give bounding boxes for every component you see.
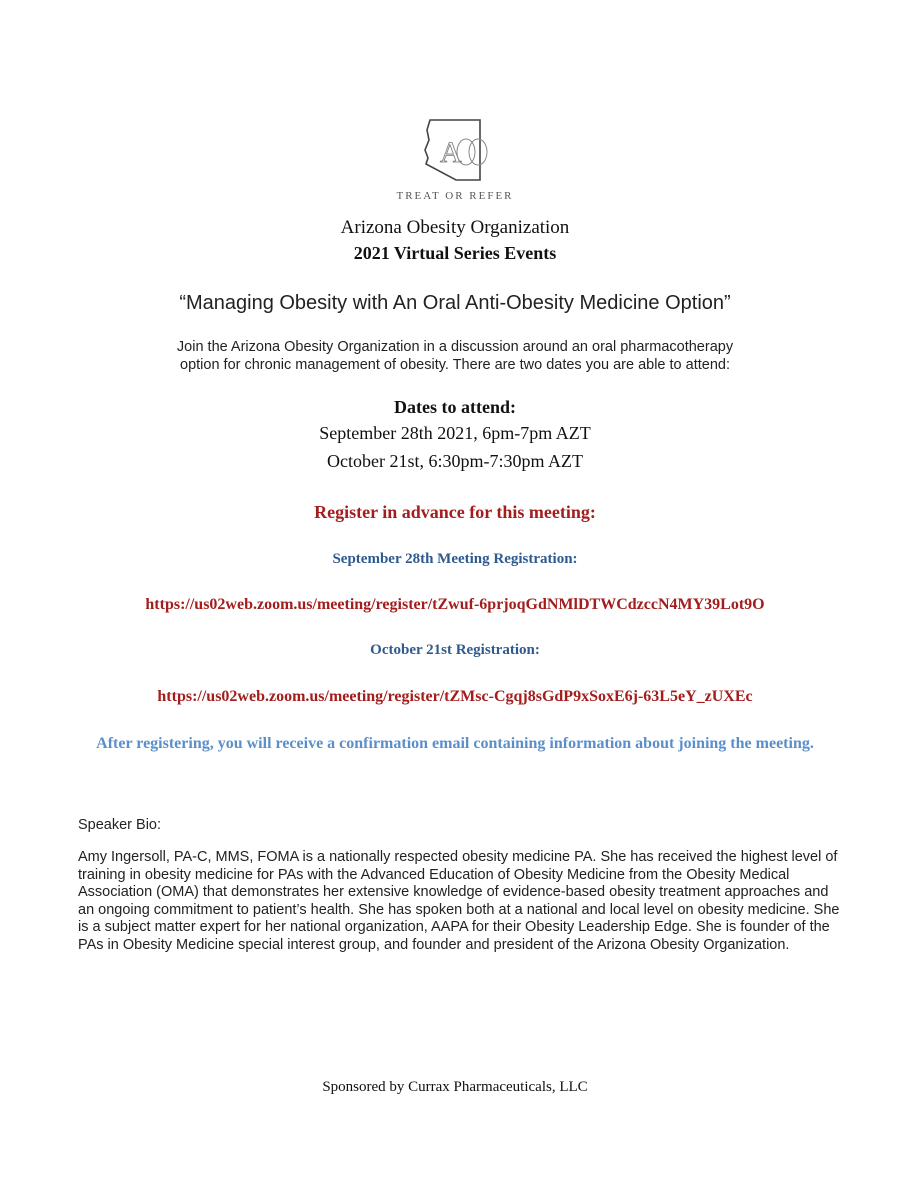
date-2: October 21st, 6:30pm-7:30pm AZT	[327, 451, 583, 471]
confirmation-note: After registering, you will receive a confirmation email containing information about joining the meeting.	[96, 735, 814, 752]
sep-registration-label: September 28th Meeting Registration:	[332, 551, 578, 567]
oct-registration-label: October 21st Registration:	[370, 642, 540, 658]
dates-heading: Dates to attend:	[394, 397, 516, 417]
register-heading: Register in advance for this meeting:	[314, 502, 596, 522]
date-1: September 28th 2021, 6pm-7pm AZT	[319, 423, 591, 443]
bio-heading: Speaker Bio:	[78, 817, 162, 833]
org-name: Arizona Obesity Organization	[340, 217, 570, 238]
event-title: “Managing Obesity with An Oral Anti-Obesity Medicine Option”	[179, 292, 731, 314]
sep-registration-link[interactable]: https://us02web.zoom.us/meeting/register/tZwuf-6prjoqGdNMlDTWCdzccN4MY39Lot9O	[145, 596, 765, 613]
logo-tagline: TREAT OR REFER	[396, 190, 514, 202]
svg-text:A: A	[440, 136, 462, 169]
oct-registration-link[interactable]: https://us02web.zoom.us/meeting/register/tZMsc-Cgqj8sGdP9xSoxE6j-63L5eY_zUXEc	[157, 688, 753, 705]
sponsor-line: Sponsored by Currax Pharmaceuticals, LLC	[322, 1079, 588, 1095]
intro-text: Join the Arizona Obesity Organization in a discussion around an oral pharmacotherapy option for chronic management of obesity. There are two dates you are able to attend:	[176, 339, 734, 373]
aoo-logo	[420, 110, 500, 190]
series-title: 2021 Virtual Series Events	[353, 243, 557, 263]
bio-text: Amy Ingersoll, PA-C, MMS, FOMA is a nationally respected obesity medicine PA. She has received the highest level of training in obesity medicine for PAs with the Advanced Education of Obesity Medicine from the Obesity Medical Association (OMA) that demonstrates her extensive knowledge of evidence-based obesity treatment approaches and an ongoing commitment to patient’s health. She has spoken both at a national and local level on obesity medicine. She is a subject matter expert for her national organization, AAPA for their Obesity Leadership Edge. She is founder of the PAs in Obesity Medicine special interest group, and founder and president of the Arizona Obesity Organization.	[78, 849, 840, 953]
